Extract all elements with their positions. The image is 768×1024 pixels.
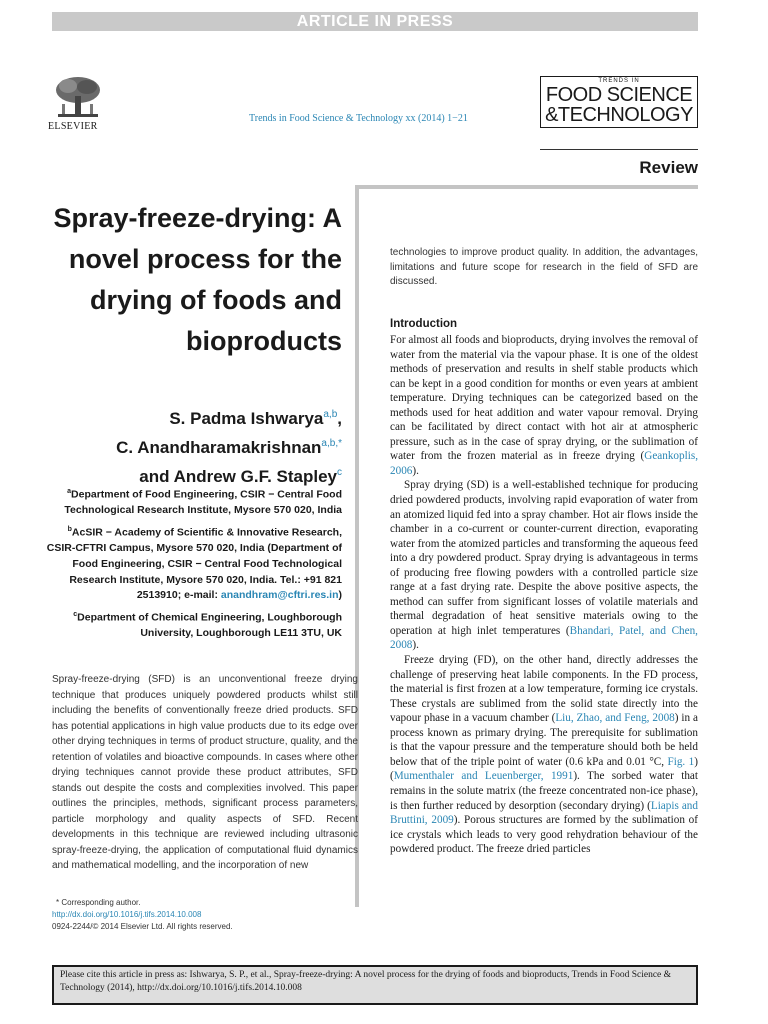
intro-paragraph-2: Spray drying (SD) is a well-established technique for producing dried powdered products, involving rapid evaporation of water from an atomized liquid fed into a spray chamber. Hot air flows inside the chamber in a co-current or counter-current direction, evaporating water from the atomized particles and transforming the aqueous feed into a dry powdered product. Spray drying is advantageous in terms of producing free flowing powders with a controlled particle size range at a fast drying rate. Despite the above positive aspects, the method can suffer from significant losses of volatile materials and thermal degradation of heat sensitive materials owing to the operation at high inlet temperatures (Bhandari, Patel, and Chen, 2008).: [390, 479, 698, 652]
corresponding-author-note: * Corresponding author.: [56, 898, 141, 907]
ref-liapis[interactable]: Liapis and Bruttini, 2009: [390, 799, 698, 827]
author-list: [40, 402, 342, 489]
affiliation-b: $^b$AcSIR − Academy of Scientific & Innovative Research, CSIR-CFTRI Campus, Mysore 570 020, India (Department of Food Engineering, CSIR − Central Food Technological Research Institute, Mysore 570 020, India. Tel.: +91 821 2513910; e-mail: anandhram@cftri.res.in): [46, 525, 342, 602]
journal-logo: [540, 76, 698, 128]
elsevier-tree-logo: [52, 74, 104, 122]
column-divider-horizontal: [355, 185, 698, 189]
intro-paragraph-3: Freeze drying (FD), on the other hand, directly addresses the challenge of preserving heat labile components. In the FD process, the material is first frozen at a low temperature, forming ice crystals. These crystals are sublimed from the solid state directly into the vapour phase in a vacuum chamber (Liu, Zhao, and Feng, 2008) in a process known as primary drying. The prerequisite for sublimation is that the vapour pressure and the temperature should both be held below that of the triple point of water (0.6 kPa and 0.01 °C, Fig. 1) (Mumenthaler and Leuenberger, 1991). The sorbed water that remains in the solute matrix (the freeze concentrated non-ice phase), is then further reduced by desorption (secondary drying) (Liapis and Bruttini, 2009). Porous structures are formed by the sublimation of ice crystals which leads to very good rehydration behaviour of the powdered product. The freeze dried particles: [390, 654, 698, 856]
intro-paragraph-1: For almost all foods and bioproducts, drying involves the removal of water from the material via the vapour phase. It is one of the oldest methods of preservation and results in shelf stable products which can be kept in a good condition for months or even years at ambient temperature. Drying techniques can be categorized based on the methods used for heat addition and water vapour removal. Drying can be facilitated by direct contact with hot air at atmospheric pressure, such as in the case of spray drying, or the sublimation of water from the frozen material as in freeze drying (Geankoplis, 2006).: [390, 334, 698, 477]
publisher-name: ELSEVIER: [48, 121, 98, 132]
author-2: C. Anandharamakrishnan$^{a,b,*}$: [116, 438, 342, 457]
affiliation-c: $^c$Department of Chemical Engineering, Loughborough University, Loughborough LE11 3TU, UK: [73, 610, 342, 640]
copyright-line: 0924-2244/© 2014 Elsevier Ltd. All rights reserved.: [52, 922, 233, 931]
author-1: S. Padma Ishwarya$^{a,b}$,: [169, 409, 342, 428]
journal-logo-small: TRENDS IN: [598, 78, 640, 84]
author-3-affil-mark[interactable]: c: [337, 467, 342, 478]
introduction-body: [390, 333, 698, 857]
author-1-affil-mark[interactable]: a,b: [323, 409, 338, 420]
footnote-block: [52, 897, 233, 933]
ref-liu[interactable]: Liu, Zhao, and Feng, 2008: [555, 712, 675, 725]
author-3: and Andrew G.F. Stapley$^c$: [139, 467, 342, 486]
journal-citation-line[interactable]: Trends in Food Science & Technology xx (2014) 1−21: [249, 113, 468, 124]
section-divider: [540, 149, 698, 150]
introduction-heading: Introduction: [390, 318, 458, 330]
affiliations: [40, 484, 342, 645]
article-title: Spray-freeze-drying: A novel process for the drying of foods and bioproducts: [53, 203, 342, 356]
section-label: Review: [639, 158, 698, 177]
affiliation-a: $^a$Department of Food Engineering, CSIR − Central Food Technological Research Institute, Mysore 570 020, India: [64, 488, 342, 517]
author-email-link[interactable]: anandhram@cftri.res.in: [220, 589, 339, 602]
ref-mumenthaler[interactable]: Mumenthaler and Leuenberger, 1991: [393, 770, 574, 783]
journal-logo-line1: FOOD SCIENCE: [545, 84, 693, 106]
ref-geankoplis[interactable]: Geankoplis, 2006: [390, 450, 698, 477]
article-in-press-banner: ARTICLE IN PRESS: [52, 12, 698, 31]
author-2-affil-mark[interactable]: a,b,*: [321, 438, 342, 449]
citation-box: Please cite this article in press as: Ishwarya, S. P., et al., Spray-freeze-drying: A novel process for the drying of foods and bioproducts, Trends in Food Science & Technology (2014), http://dx.doi.org/10.1016/j.tifs.2014.10.008: [52, 965, 698, 1005]
ref-bhandari[interactable]: Bhandari, Patel, and Chen, 2008: [390, 624, 698, 652]
ref-fig1[interactable]: Fig. 1: [667, 755, 695, 768]
journal-logo-line2: &TECHNOLOGY: [545, 104, 693, 126]
abstract-text: Spray-freeze-drying (SFD) is an unconventional freeze drying technique that produces uniquely powdered products whilst still including the benefits of conventionally freeze dried products. SFD has potential applications in high value products due to its edge over other drying techniques in terms of product structure, quality, and the retention of volatiles and bioactive compounds. In cases where other drying techniques cannot provide these product attributes, SFD stands out despite the costs and complexities involved. This paper outlines the principles, methods, significant process parameters, particle morphology and quality aspects of SFD. Recent developments in this technique are reviewed including ultrasonic spray-freeze-drying, the application of computational fluid dynamics and mathematical modelling, and the incorporation of new: [52, 674, 358, 871]
doi-link[interactable]: http://dx.doi.org/10.1016/j.tifs.2014.10.008: [52, 910, 202, 919]
abstract-continuation: technologies to improve product quality. In addition, the advantages, limitations and future scope for research in the field of SFD are discussed.: [390, 247, 698, 287]
